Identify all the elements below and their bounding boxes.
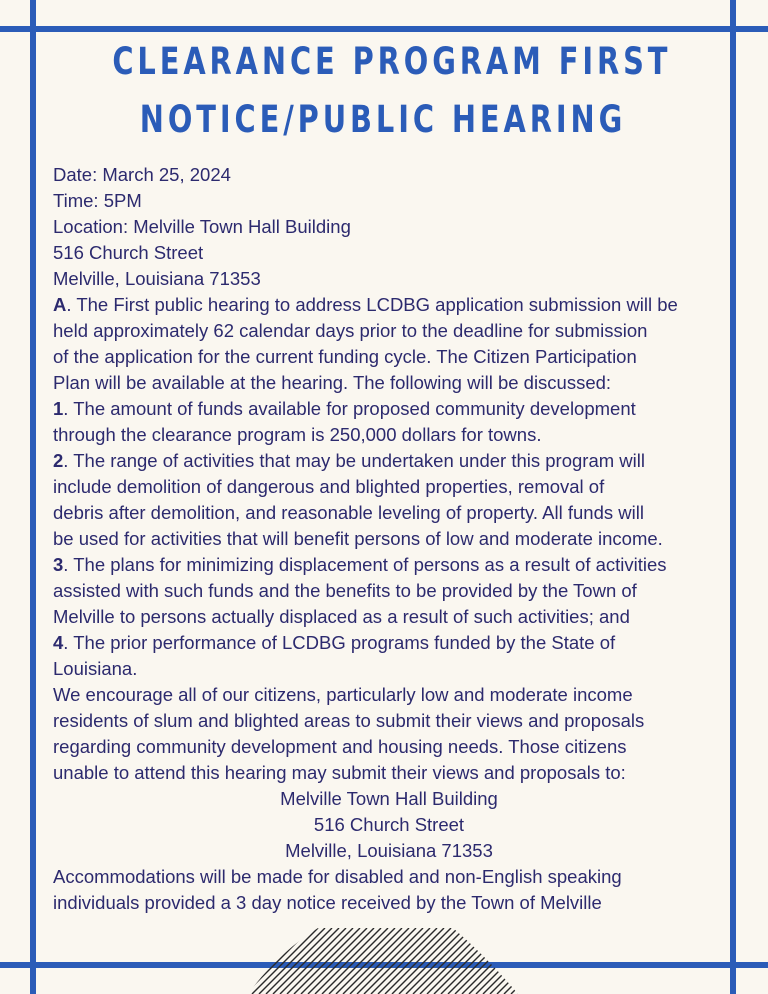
frame-right-line	[730, 0, 736, 994]
location-line: Location: Melville Town Hall Building	[53, 216, 351, 237]
section-a	[53, 292, 725, 396]
accommodations-paragraph	[53, 864, 725, 916]
section-a-line: of the application for the current funding cycle. The Citizen Participation	[53, 346, 637, 367]
item-1-text: . The amount of funds available for proposed community development	[63, 398, 636, 419]
item-2-text: . The range of activities that may be undertaken under this program will	[63, 450, 645, 471]
frame-top-line	[0, 26, 768, 32]
item-2-line: include demolition of dangerous and blighted properties, removal of	[53, 476, 605, 497]
item-4-text: . The prior performance of LCDBG programs funded by the State of	[63, 632, 616, 653]
item-2-line: debris after demolition, and reasonable leveling of property. All funds will	[53, 502, 644, 523]
section-a-text: . The First public hearing to address LCDBG application submission will be	[66, 294, 678, 315]
section-a-marker: A	[53, 294, 67, 315]
item-2-line: be used for activities that will benefit persons of low and moderate income.	[53, 528, 663, 549]
frame-left-line	[30, 0, 36, 994]
encourage-line: residents of slum and blighted areas to submit their views and proposals	[53, 710, 645, 731]
hatch-pattern-decoration	[248, 928, 518, 994]
accommodations-line: individuals provided a 3 day notice received by the Town of Melville	[53, 892, 602, 913]
item-4	[53, 630, 725, 682]
item-4-line: Louisiana.	[53, 658, 138, 679]
encourage-line: We encourage all of our citizens, particularly low and moderate income	[53, 684, 633, 705]
item-3-line	[53, 552, 725, 578]
notice-body	[53, 162, 725, 916]
encourage-paragraph	[53, 682, 725, 786]
title-line-1: CLEARANCE PROGRAM FIRST	[112, 40, 672, 83]
address-city: Melville, Louisiana 71353	[285, 840, 493, 861]
item-4-line	[53, 630, 725, 656]
street-line: 516 Church Street	[53, 242, 204, 263]
time-line: Time: 5PM	[53, 190, 142, 211]
item-2-marker: 2	[53, 450, 64, 471]
address-building: Melville Town Hall Building	[280, 788, 498, 809]
date-line: Date: March 25, 2024	[53, 164, 231, 185]
item-3-text: . The plans for minimizing displacement of persons as a result of activities	[63, 554, 667, 575]
item-3-line: assisted with such funds and the benefits to be provided by the Town of	[53, 580, 637, 601]
section-a-line: held approximately 62 calendar days prior to the deadline for submission	[53, 320, 648, 341]
encourage-line: unable to attend this hearing may submit their views and proposals to:	[53, 762, 626, 783]
item-4-marker: 4	[53, 632, 64, 653]
page-title	[112, 33, 672, 149]
encourage-line: regarding community development and housing needs. Those citizens	[53, 736, 627, 757]
section-a-line	[53, 292, 725, 318]
item-3-marker: 3	[53, 554, 64, 575]
item-3	[53, 552, 725, 630]
item-1-marker: 1	[53, 398, 64, 419]
city-line: Melville, Louisiana 71353	[53, 268, 261, 289]
item-2	[53, 448, 725, 552]
accommodations-line: Accommodations will be made for disabled and non-English speaking	[53, 866, 622, 887]
item-1-line	[53, 396, 725, 422]
title-line-2: NOTICE/PUBLIC HEARING	[139, 98, 627, 141]
address-street: 516 Church Street	[313, 814, 465, 835]
item-1-line: through the clearance program is 250,000 dollars for towns.	[53, 424, 542, 445]
mailing-address	[53, 786, 725, 864]
item-2-line	[53, 448, 725, 474]
item-1	[53, 396, 725, 448]
section-a-line: Plan will be available at the hearing. The following will be discussed:	[53, 372, 612, 393]
item-3-line: Melville to persons actually displaced as a result of such activities; and	[53, 606, 630, 627]
